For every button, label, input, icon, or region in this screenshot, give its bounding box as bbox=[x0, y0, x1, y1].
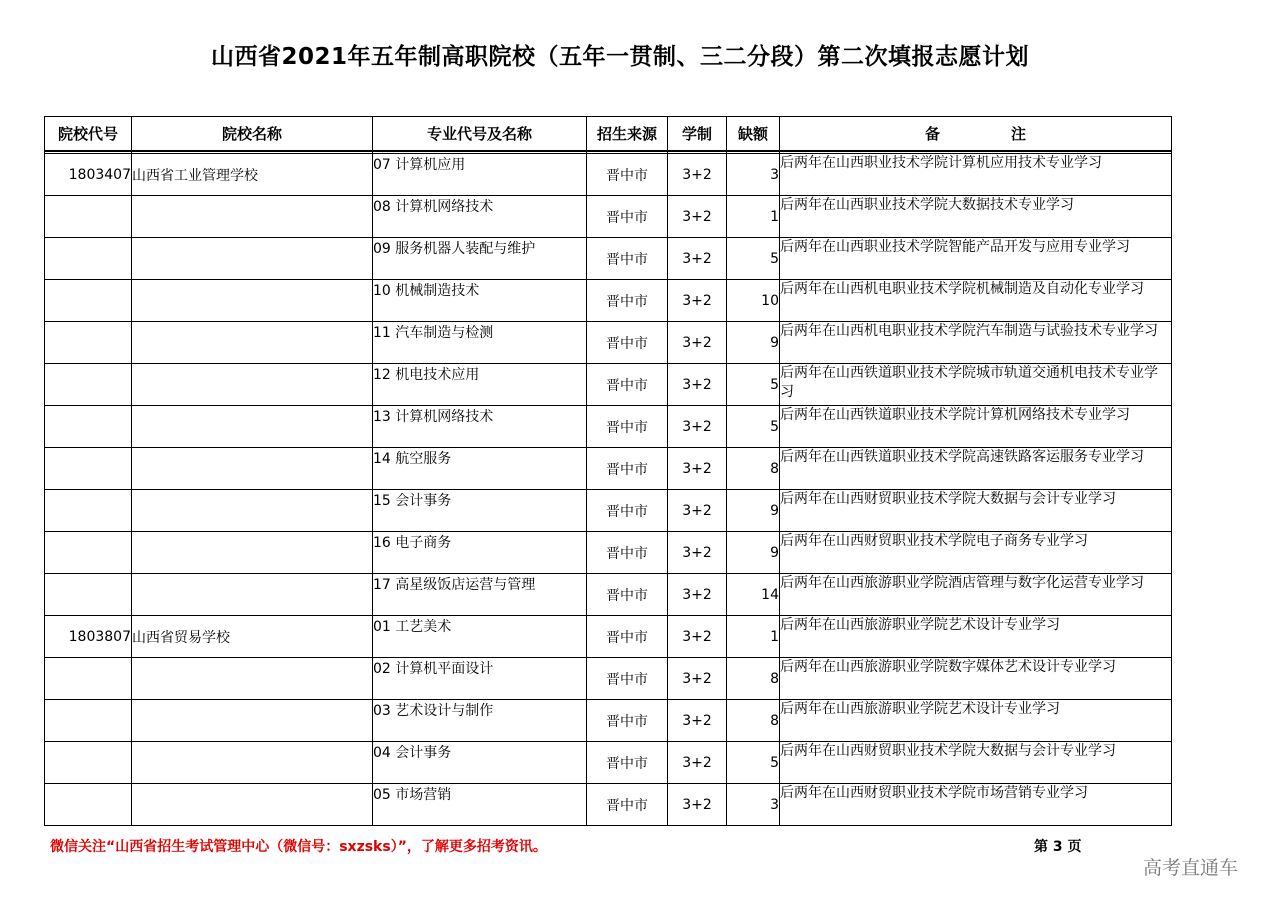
school-code-cell bbox=[45, 280, 132, 322]
school-code-cell bbox=[45, 574, 132, 616]
note-cell: 后两年在山西铁道职业技术学院城市轨道交通机电技术专业学习 bbox=[780, 364, 1172, 406]
note-cell: 后两年在山西机电职业技术学院机械制造及自动化专业学习 bbox=[780, 280, 1172, 322]
note-cell: 后两年在山西财贸职业技术学院大数据与会计专业学习 bbox=[780, 742, 1172, 784]
system-cell: 3+2 bbox=[668, 196, 727, 238]
school-code-cell bbox=[45, 784, 132, 826]
header-major: 专业代号及名称 bbox=[373, 117, 587, 151]
major-cell: 02 计算机平面设计 bbox=[373, 658, 587, 700]
quota-cell: 5 bbox=[727, 238, 780, 280]
system-cell: 3+2 bbox=[668, 532, 727, 574]
note-cell: 后两年在山西铁道职业技术学院计算机网络技术专业学习 bbox=[780, 406, 1172, 448]
source-cell: 晋中市 bbox=[587, 616, 668, 658]
school-name-cell bbox=[132, 280, 373, 322]
school-name-cell bbox=[132, 448, 373, 490]
header-source: 招生来源 bbox=[587, 117, 668, 151]
quota-cell: 5 bbox=[727, 742, 780, 784]
school-code-cell bbox=[45, 238, 132, 280]
enrollment-plan-table bbox=[44, 116, 1172, 826]
system-cell: 3+2 bbox=[668, 658, 727, 700]
system-cell: 3+2 bbox=[668, 406, 727, 448]
school-name-cell: 山西省贸易学校 bbox=[132, 616, 373, 658]
school-name-cell bbox=[132, 322, 373, 364]
system-cell: 3+2 bbox=[668, 448, 727, 490]
major-cell: 07 计算机应用 bbox=[373, 154, 587, 196]
source-cell: 晋中市 bbox=[587, 448, 668, 490]
note-cell: 后两年在山西职业技术学院计算机应用技术专业学习 bbox=[780, 154, 1172, 196]
table-header-row bbox=[45, 117, 1172, 151]
table-row bbox=[45, 364, 1172, 406]
watermark-text: 高考直通车 bbox=[1143, 857, 1239, 879]
note-cell: 后两年在山西财贸职业技术学院大数据与会计专业学习 bbox=[780, 490, 1172, 532]
note-cell: 后两年在山西职业技术学院大数据技术专业学习 bbox=[780, 196, 1172, 238]
source-cell: 晋中市 bbox=[587, 280, 668, 322]
system-cell: 3+2 bbox=[668, 280, 727, 322]
note-cell: 后两年在山西旅游职业学院数字媒体艺术设计专业学习 bbox=[780, 658, 1172, 700]
header-quota: 缺额 bbox=[727, 117, 780, 151]
major-cell: 03 艺术设计与制作 bbox=[373, 700, 587, 742]
system-cell: 3+2 bbox=[668, 490, 727, 532]
quota-cell: 9 bbox=[727, 490, 780, 532]
school-code-cell: 1803807 bbox=[45, 616, 132, 658]
school-code-cell bbox=[45, 532, 132, 574]
major-cell: 16 电子商务 bbox=[373, 532, 587, 574]
major-cell: 15 会计事务 bbox=[373, 490, 587, 532]
note-cell: 后两年在山西铁道职业技术学院高速铁路客运服务专业学习 bbox=[780, 448, 1172, 490]
note-cell: 后两年在山西机电职业技术学院汽车制造与试验技术专业学习 bbox=[780, 322, 1172, 364]
school-code-cell: 1803407 bbox=[45, 154, 132, 196]
note-cell: 后两年在山西旅游职业学院酒店管理与数字化运营专业学习 bbox=[780, 574, 1172, 616]
major-cell: 12 机电技术应用 bbox=[373, 364, 587, 406]
note-cell: 后两年在山西旅游职业学院艺术设计专业学习 bbox=[780, 700, 1172, 742]
quota-cell: 8 bbox=[727, 448, 780, 490]
school-name-cell bbox=[132, 196, 373, 238]
quota-cell: 10 bbox=[727, 280, 780, 322]
table-row bbox=[45, 238, 1172, 280]
school-code-cell bbox=[45, 322, 132, 364]
system-cell: 3+2 bbox=[668, 364, 727, 406]
table-row bbox=[45, 532, 1172, 574]
school-name-cell bbox=[132, 784, 373, 826]
major-cell: 05 市场营销 bbox=[373, 784, 587, 826]
table-row bbox=[45, 154, 1172, 196]
source-cell: 晋中市 bbox=[587, 658, 668, 700]
system-cell: 3+2 bbox=[668, 574, 727, 616]
school-code-cell bbox=[45, 490, 132, 532]
source-cell: 晋中市 bbox=[587, 238, 668, 280]
quota-cell: 9 bbox=[727, 322, 780, 364]
school-name-cell bbox=[132, 238, 373, 280]
table-row bbox=[45, 616, 1172, 658]
source-cell: 晋中市 bbox=[587, 196, 668, 238]
quota-cell: 1 bbox=[727, 616, 780, 658]
quota-cell: 3 bbox=[727, 154, 780, 196]
header-note: 备 注 bbox=[780, 117, 1172, 151]
header-school-code: 院校代号 bbox=[45, 117, 132, 151]
system-cell: 3+2 bbox=[668, 742, 727, 784]
note-cell: 后两年在山西财贸职业技术学院电子商务专业学习 bbox=[780, 532, 1172, 574]
note-cell: 后两年在山西财贸职业技术学院市场营销专业学习 bbox=[780, 784, 1172, 826]
school-code-cell bbox=[45, 196, 132, 238]
major-cell: 04 会计事务 bbox=[373, 742, 587, 784]
school-name-cell bbox=[132, 700, 373, 742]
system-cell: 3+2 bbox=[668, 322, 727, 364]
system-cell: 3+2 bbox=[668, 616, 727, 658]
table-row bbox=[45, 280, 1172, 322]
school-code-cell bbox=[45, 700, 132, 742]
table-row bbox=[45, 658, 1172, 700]
table-row bbox=[45, 574, 1172, 616]
school-name-cell bbox=[132, 574, 373, 616]
source-cell: 晋中市 bbox=[587, 742, 668, 784]
source-cell: 晋中市 bbox=[587, 406, 668, 448]
quota-cell: 1 bbox=[727, 196, 780, 238]
school-code-cell bbox=[45, 364, 132, 406]
quota-cell: 8 bbox=[727, 658, 780, 700]
major-cell: 08 计算机网络技术 bbox=[373, 196, 587, 238]
quota-cell: 14 bbox=[727, 574, 780, 616]
school-name-cell bbox=[132, 364, 373, 406]
table-row bbox=[45, 490, 1172, 532]
school-name-cell bbox=[132, 532, 373, 574]
page-number: 第 3 页 bbox=[1034, 839, 1082, 855]
header-school-name: 院校名称 bbox=[132, 117, 373, 151]
source-cell: 晋中市 bbox=[587, 700, 668, 742]
system-cell: 3+2 bbox=[668, 238, 727, 280]
note-cell: 后两年在山西旅游职业学院艺术设计专业学习 bbox=[780, 616, 1172, 658]
major-cell: 17 高星级饭店运营与管理 bbox=[373, 574, 587, 616]
table-row bbox=[45, 322, 1172, 364]
table-row bbox=[45, 448, 1172, 490]
page-title: 山西省2021年五年制高职院校（五年一贯制、三二分段）第二次填报志愿计划 bbox=[210, 44, 1029, 70]
quota-cell: 5 bbox=[727, 406, 780, 448]
system-cell: 3+2 bbox=[668, 784, 727, 826]
school-name-cell bbox=[132, 406, 373, 448]
quota-cell: 8 bbox=[727, 700, 780, 742]
quota-cell: 5 bbox=[727, 364, 780, 406]
table-row bbox=[45, 742, 1172, 784]
major-cell: 11 汽车制造与检测 bbox=[373, 322, 587, 364]
quota-cell: 3 bbox=[727, 784, 780, 826]
major-cell: 09 服务机器人装配与维护 bbox=[373, 238, 587, 280]
school-name-cell bbox=[132, 490, 373, 532]
major-cell: 10 机械制造技术 bbox=[373, 280, 587, 322]
table-body bbox=[45, 154, 1172, 826]
header-system: 学制 bbox=[668, 117, 727, 151]
source-cell: 晋中市 bbox=[587, 364, 668, 406]
table-row bbox=[45, 406, 1172, 448]
note-cell: 后两年在山西职业技术学院智能产品开发与应用专业学习 bbox=[780, 238, 1172, 280]
major-cell: 01 工艺美术 bbox=[373, 616, 587, 658]
school-name-cell bbox=[132, 658, 373, 700]
source-cell: 晋中市 bbox=[587, 154, 668, 196]
source-cell: 晋中市 bbox=[587, 784, 668, 826]
school-code-cell bbox=[45, 448, 132, 490]
quota-cell: 9 bbox=[727, 532, 780, 574]
table-row bbox=[45, 784, 1172, 826]
wechat-follow-note: 微信关注“山西省招生考试管理中心（微信号：sxzsks）”，了解更多招考资讯。 bbox=[50, 839, 547, 855]
table-row bbox=[45, 700, 1172, 742]
source-cell: 晋中市 bbox=[587, 532, 668, 574]
table-row bbox=[45, 196, 1172, 238]
source-cell: 晋中市 bbox=[587, 322, 668, 364]
school-code-cell bbox=[45, 658, 132, 700]
school-code-cell bbox=[45, 406, 132, 448]
system-cell: 3+2 bbox=[668, 154, 727, 196]
source-cell: 晋中市 bbox=[587, 574, 668, 616]
school-code-cell bbox=[45, 742, 132, 784]
source-cell: 晋中市 bbox=[587, 490, 668, 532]
school-name-cell bbox=[132, 742, 373, 784]
system-cell: 3+2 bbox=[668, 700, 727, 742]
school-name-cell: 山西省工业管理学校 bbox=[132, 154, 373, 196]
major-cell: 13 计算机网络技术 bbox=[373, 406, 587, 448]
major-cell: 14 航空服务 bbox=[373, 448, 587, 490]
